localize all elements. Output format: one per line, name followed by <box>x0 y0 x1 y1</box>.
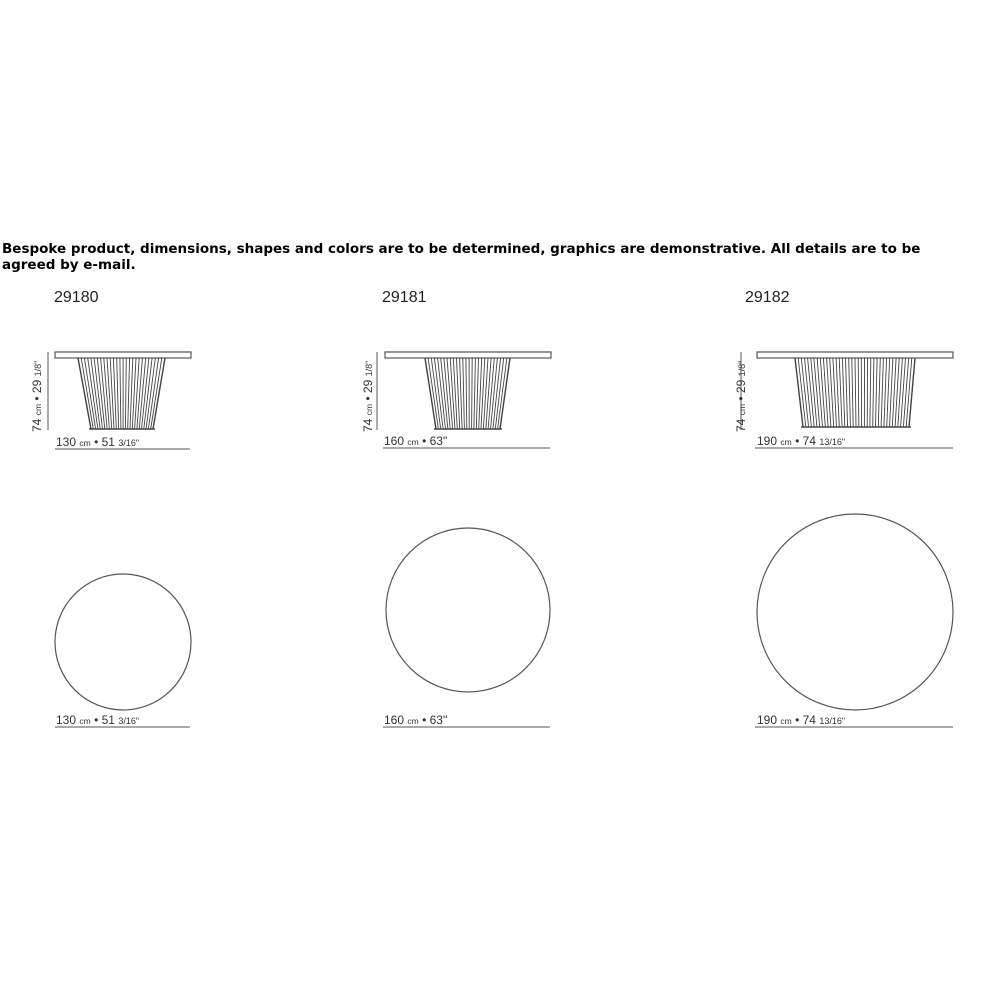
width-label-29181-elevation: 160 cm • 63" <box>384 434 448 448</box>
plan-drawing-29181 <box>370 520 560 735</box>
width-label-29180-plan: 130 cm • 51 3/16" <box>56 713 140 727</box>
wire-base-29182 <box>795 358 915 427</box>
plan-drawing-29182 <box>735 500 965 735</box>
height-label-29180: 74 cm • 29 1/8" <box>30 360 44 432</box>
width-label-29182-elevation: 190 cm • 74 13/16" <box>757 434 846 448</box>
disclaimer-text: Bespoke product, dimensions, shapes and colors are to be determined, graphics are demonstrative. All details are to be agreed by e-mail. <box>2 241 921 273</box>
width-label-29182-plan: 190 cm • 74 13/16" <box>757 713 846 727</box>
height-label-29182: 74 cm • 29 1/8" <box>734 360 748 432</box>
model-code-29181: 29181 <box>382 289 427 306</box>
height-label-29181: 74 cm • 29 1/8" <box>361 360 375 432</box>
width-label-29181-plan: 160 cm • 63" <box>384 713 448 727</box>
wire-base-29180 <box>78 358 165 429</box>
wire-base-29181 <box>425 358 510 429</box>
model-code-29180: 29180 <box>54 289 99 306</box>
plan-drawing-29180 <box>40 560 200 735</box>
model-code-29182: 29182 <box>745 289 790 306</box>
width-label-29180-elevation: 130 cm • 51 3/16" <box>56 435 140 449</box>
